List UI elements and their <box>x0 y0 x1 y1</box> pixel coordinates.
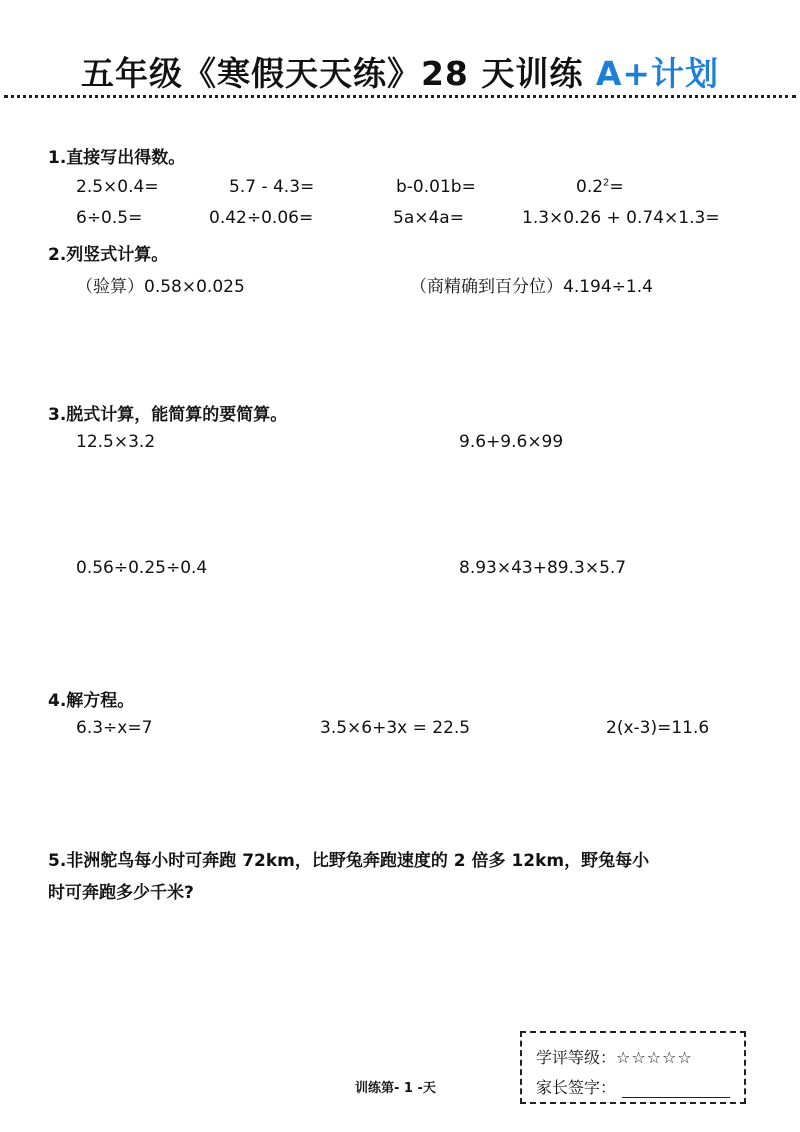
s1-item-4-exponent: 2 <box>603 177 610 189</box>
signature-label: 家长签字： <box>536 1078 617 1097</box>
s1-item-1: 2.5×0.4= <box>76 177 159 197</box>
s1-item-4-base: 0.2 <box>576 177 604 197</box>
section-4-heading: 4.解方程。 <box>48 691 135 711</box>
section-3-heading: 3.脱式计算，能简算的要简算。 <box>48 405 288 425</box>
s1-item-7: 5a×4a= <box>393 208 464 228</box>
page-title <box>0 48 800 95</box>
s1-item-4-suffix: = <box>609 177 624 197</box>
s3-item-4: 8.93×43+89.3×5.7 <box>459 558 627 578</box>
title-divider <box>4 95 796 98</box>
rating-stars[interactable]: ☆☆☆☆☆ <box>616 1048 693 1067</box>
evaluation-box <box>520 1031 746 1104</box>
page-number-label: 训练第- 1 -天 <box>355 1081 436 1096</box>
grade-label: 学评等级： <box>536 1048 617 1067</box>
s1-item-6: 0.42÷0.06= <box>209 208 314 228</box>
s4-item-3: 2(x-3)=11.6 <box>606 718 710 738</box>
s2-item-1: （验算）0.58×0.025 <box>76 277 245 297</box>
s1-item-2: 5.7 - 4.3= <box>229 177 315 197</box>
s3-item-1: 12.5×3.2 <box>76 432 156 452</box>
signature-row <box>536 1075 730 1098</box>
signature-line[interactable] <box>622 1083 730 1098</box>
s1-item-3: b-0.01b= <box>396 177 476 197</box>
section-5-line-2: 时可奔跑多少千米? <box>48 883 194 903</box>
section-1-heading: 1.直接写出得数。 <box>48 148 186 168</box>
s1-item-4 <box>576 177 624 197</box>
section-2-heading: 2.列竖式计算。 <box>48 245 169 265</box>
s3-item-2: 9.6+9.6×99 <box>459 432 564 452</box>
s1-item-5: 6÷0.5= <box>76 208 143 228</box>
title-accent: A+计划 <box>595 54 720 93</box>
grade-row <box>536 1045 693 1068</box>
s2-item-2: （商精确到百分位）4.194÷1.4 <box>410 277 653 297</box>
section-5-line-1: 5.非洲鸵鸟每小时可奔跑 72km，比野兔奔跑速度的 2 倍多 12km，野兔每小 <box>48 851 650 871</box>
title-main: 五年级《寒假天天练》28 天训练 <box>80 54 584 93</box>
s4-item-2: 3.5×6+3x = 22.5 <box>320 718 471 738</box>
s3-item-3: 0.56÷0.25÷0.4 <box>76 558 208 578</box>
s1-item-8: 1.3×0.26 + 0.74×1.3= <box>522 208 720 228</box>
s4-item-1: 6.3÷x=7 <box>76 718 153 738</box>
